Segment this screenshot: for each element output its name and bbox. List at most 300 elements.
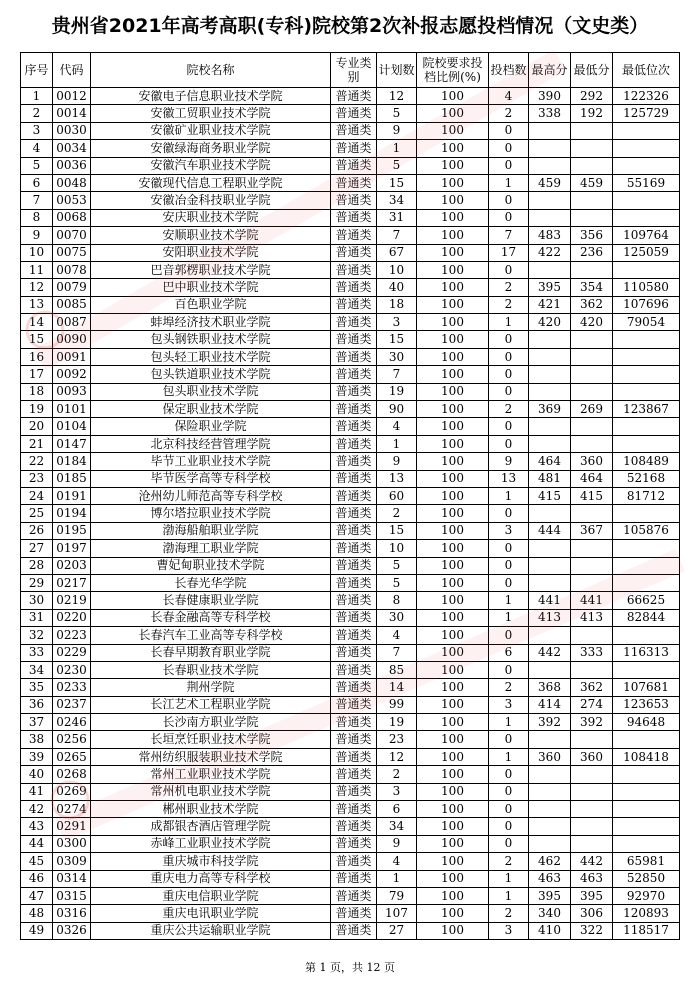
- row-code: 0036: [53, 157, 91, 174]
- row-index: 18: [21, 383, 53, 400]
- row-ratio: 100: [417, 192, 489, 209]
- row-plan: 15: [377, 174, 417, 191]
- row-min-score: 392: [571, 714, 613, 731]
- row-ratio: 100: [417, 887, 489, 904]
- row-school-name: 长春光华学院: [91, 574, 331, 591]
- table-row: [21, 174, 680, 191]
- row-admitted: 1: [489, 714, 529, 731]
- row-admitted: 0: [489, 435, 529, 452]
- row-code: 0092: [53, 366, 91, 383]
- row-min-rank: 116313: [613, 644, 680, 661]
- row-school-name: 安徽工贸职业技术学院: [91, 105, 331, 122]
- table-row: [21, 470, 680, 487]
- row-min-rank: 81712: [613, 487, 680, 504]
- row-ratio: 100: [417, 227, 489, 244]
- row-admitted: 6: [489, 644, 529, 661]
- row-min-score: 306: [571, 905, 613, 922]
- row-plan: 1: [377, 870, 417, 887]
- row-plan: 34: [377, 818, 417, 835]
- row-plan: 34: [377, 192, 417, 209]
- row-category: 普通类: [331, 140, 377, 157]
- row-admitted: 0: [489, 627, 529, 644]
- row-min-score: 360: [571, 453, 613, 470]
- page-title: 贵州省2021年高考高职(专科)院校第2次补报志愿投档情况（文史类）: [51, 15, 649, 37]
- row-min-rank: 123867: [613, 401, 680, 418]
- row-code: 0309: [53, 853, 91, 870]
- row-min-rank: 108418: [613, 748, 680, 765]
- table-row: [21, 887, 680, 904]
- row-index: 9: [21, 227, 53, 244]
- row-admitted: 1: [489, 609, 529, 626]
- row-school-name: 安阳职业技术学院: [91, 244, 331, 261]
- row-code: 0068: [53, 209, 91, 226]
- row-category: 普通类: [331, 696, 377, 713]
- table-row: [21, 679, 680, 696]
- table-row: [21, 244, 680, 261]
- row-min-rank: 66625: [613, 592, 680, 609]
- row-plan: 67: [377, 244, 417, 261]
- row-min-rank: [613, 435, 680, 452]
- row-admitted: 9: [489, 453, 529, 470]
- row-category: 普通类: [331, 296, 377, 313]
- row-category: 普通类: [331, 574, 377, 591]
- table-row: [21, 435, 680, 452]
- row-code: 0184: [53, 453, 91, 470]
- row-min-score: 413: [571, 609, 613, 626]
- row-plan: 31: [377, 209, 417, 226]
- row-index: 45: [21, 853, 53, 870]
- row-admitted: 0: [489, 731, 529, 748]
- row-plan: 13: [377, 470, 417, 487]
- row-plan: 79: [377, 887, 417, 904]
- row-category: 普通类: [331, 679, 377, 696]
- row-min-score: 362: [571, 679, 613, 696]
- row-code: 0230: [53, 661, 91, 678]
- row-ratio: 100: [417, 731, 489, 748]
- row-plan: 10: [377, 540, 417, 557]
- row-min-rank: 55169: [613, 174, 680, 191]
- row-max-score: 481: [529, 470, 571, 487]
- row-plan: 5: [377, 157, 417, 174]
- row-min-score: [571, 435, 613, 452]
- row-min-score: 274: [571, 696, 613, 713]
- row-admitted: 3: [489, 696, 529, 713]
- row-ratio: 100: [417, 401, 489, 418]
- row-plan: 12: [377, 88, 417, 105]
- row-index: 20: [21, 418, 53, 435]
- row-index: 13: [21, 296, 53, 313]
- row-code: 0195: [53, 522, 91, 539]
- row-min-score: [571, 783, 613, 800]
- row-code: 0191: [53, 487, 91, 504]
- row-ratio: 100: [417, 557, 489, 574]
- row-min-score: [571, 192, 613, 209]
- row-code: 0093: [53, 383, 91, 400]
- table-row: [21, 905, 680, 922]
- row-plan: 40: [377, 279, 417, 296]
- row-category: 普通类: [331, 783, 377, 800]
- row-max-score: [529, 348, 571, 365]
- row-ratio: 100: [417, 540, 489, 557]
- row-plan: 15: [377, 331, 417, 348]
- row-category: 普通类: [331, 88, 377, 105]
- row-index: 6: [21, 174, 53, 191]
- table-row: [21, 261, 680, 278]
- row-min-score: 236: [571, 244, 613, 261]
- row-min-rank: [613, 331, 680, 348]
- row-ratio: 100: [417, 609, 489, 626]
- row-school-name: 博尔塔拉职业技术学院: [91, 505, 331, 522]
- row-school-name: 重庆公共运输职业学院: [91, 922, 331, 939]
- row-ratio: 100: [417, 418, 489, 435]
- row-ratio: 100: [417, 88, 489, 105]
- row-code: 0219: [53, 592, 91, 609]
- row-school-name: 保定职业技术学院: [91, 401, 331, 418]
- row-code: 0034: [53, 140, 91, 157]
- col-header-category: 专业类别: [331, 53, 377, 88]
- row-index: 19: [21, 401, 53, 418]
- row-min-score: 420: [571, 314, 613, 331]
- row-school-name: 保险职业学院: [91, 418, 331, 435]
- row-admitted: 2: [489, 679, 529, 696]
- row-plan: 7: [377, 227, 417, 244]
- row-category: 普通类: [331, 314, 377, 331]
- table-row: [21, 835, 680, 852]
- row-school-name: 长春健康职业学院: [91, 592, 331, 609]
- row-min-score: [571, 140, 613, 157]
- table-row: [21, 88, 680, 105]
- table-row: [21, 818, 680, 835]
- row-school-name: 安徽电子信息职业技术学院: [91, 88, 331, 105]
- row-min-rank: 94648: [613, 714, 680, 731]
- table-row: [21, 696, 680, 713]
- row-plan: 8: [377, 592, 417, 609]
- row-max-score: 444: [529, 522, 571, 539]
- row-admitted: 0: [489, 157, 529, 174]
- row-school-name: 包头职业技术学院: [91, 383, 331, 400]
- row-min-score: [571, 122, 613, 139]
- row-max-score: 369: [529, 401, 571, 418]
- row-admitted: 0: [489, 122, 529, 139]
- row-school-name: 长春金融高等专科学校: [91, 609, 331, 626]
- row-admitted: 0: [489, 818, 529, 835]
- row-plan: 14: [377, 679, 417, 696]
- row-plan: 19: [377, 383, 417, 400]
- row-admitted: 0: [489, 505, 529, 522]
- row-index: 46: [21, 870, 53, 887]
- row-category: 普通类: [331, 122, 377, 139]
- row-category: 普通类: [331, 383, 377, 400]
- row-plan: 30: [377, 609, 417, 626]
- row-index: 49: [21, 922, 53, 939]
- row-category: 普通类: [331, 261, 377, 278]
- row-plan: 7: [377, 644, 417, 661]
- row-index: 25: [21, 505, 53, 522]
- row-max-score: 415: [529, 487, 571, 504]
- row-ratio: 100: [417, 140, 489, 157]
- table-row: [21, 522, 680, 539]
- row-code: 0101: [53, 401, 91, 418]
- table-row: [21, 418, 680, 435]
- table-row: [21, 540, 680, 557]
- row-category: 普通类: [331, 922, 377, 939]
- row-index: 29: [21, 574, 53, 591]
- row-code: 0075: [53, 244, 91, 261]
- row-min-score: [571, 818, 613, 835]
- row-school-name: 常州纺织服装职业技术学院: [91, 748, 331, 765]
- row-school-name: 渤海理工职业学院: [91, 540, 331, 557]
- row-admitted: 0: [489, 783, 529, 800]
- row-min-rank: 110580: [613, 279, 680, 296]
- row-admitted: 2: [489, 853, 529, 870]
- row-category: 普通类: [331, 174, 377, 191]
- table-row: [21, 192, 680, 209]
- table-row: [21, 801, 680, 818]
- row-index: 1: [21, 88, 53, 105]
- row-max-score: [529, 435, 571, 452]
- row-plan: 9: [377, 122, 417, 139]
- row-max-score: 413: [529, 609, 571, 626]
- row-admitted: 2: [489, 279, 529, 296]
- row-category: 普通类: [331, 714, 377, 731]
- row-category: 普通类: [331, 557, 377, 574]
- row-index: 38: [21, 731, 53, 748]
- row-admitted: 0: [489, 261, 529, 278]
- row-index: 39: [21, 748, 53, 765]
- row-ratio: 100: [417, 453, 489, 470]
- row-index: 34: [21, 661, 53, 678]
- row-index: 36: [21, 696, 53, 713]
- row-ratio: 100: [417, 783, 489, 800]
- row-min-score: [571, 157, 613, 174]
- row-max-score: [529, 557, 571, 574]
- col-header-min-rank: 最低位次: [613, 53, 680, 88]
- row-category: 普通类: [331, 401, 377, 418]
- row-school-name: 成都银杏酒店管理学院: [91, 818, 331, 835]
- row-max-score: 421: [529, 296, 571, 313]
- row-admitted: 1: [489, 887, 529, 904]
- row-code: 0326: [53, 922, 91, 939]
- row-max-score: 410: [529, 922, 571, 939]
- row-min-rank: 118517: [613, 922, 680, 939]
- row-max-score: 360: [529, 748, 571, 765]
- table-row: [21, 661, 680, 678]
- row-school-name: 沧州幼儿师范高等专科学校: [91, 487, 331, 504]
- row-plan: 6: [377, 801, 417, 818]
- row-max-score: 390: [529, 88, 571, 105]
- row-code: 0030: [53, 122, 91, 139]
- row-ratio: 100: [417, 522, 489, 539]
- row-ratio: 100: [417, 905, 489, 922]
- row-admitted: 0: [489, 766, 529, 783]
- row-admitted: 0: [489, 383, 529, 400]
- row-ratio: 100: [417, 835, 489, 852]
- row-school-name: 毕节工业职业技术学院: [91, 453, 331, 470]
- row-code: 0197: [53, 540, 91, 557]
- row-school-name: 包头轻工职业技术学院: [91, 348, 331, 365]
- row-school-name: 包头钢铁职业技术学院: [91, 331, 331, 348]
- row-max-score: 340: [529, 905, 571, 922]
- row-ratio: 100: [417, 818, 489, 835]
- row-ratio: 100: [417, 644, 489, 661]
- row-code: 0223: [53, 627, 91, 644]
- row-plan: 2: [377, 766, 417, 783]
- row-min-rank: [613, 801, 680, 818]
- row-min-rank: [613, 574, 680, 591]
- row-plan: 4: [377, 853, 417, 870]
- row-code: 0314: [53, 870, 91, 887]
- row-ratio: 100: [417, 696, 489, 713]
- row-ratio: 100: [417, 627, 489, 644]
- row-max-score: 392: [529, 714, 571, 731]
- row-ratio: 100: [417, 157, 489, 174]
- row-min-score: [571, 835, 613, 852]
- row-ratio: 100: [417, 331, 489, 348]
- row-max-score: 462: [529, 853, 571, 870]
- row-index: 43: [21, 818, 53, 835]
- row-min-rank: 109764: [613, 227, 680, 244]
- row-admitted: 17: [489, 244, 529, 261]
- row-max-score: [529, 818, 571, 835]
- row-category: 普通类: [331, 348, 377, 365]
- row-min-score: [571, 331, 613, 348]
- row-school-name: 常州机电职业技术学院: [91, 783, 331, 800]
- row-plan: 5: [377, 105, 417, 122]
- col-header-ratio: 院校要求投档比例(%): [417, 53, 489, 88]
- row-category: 普通类: [331, 853, 377, 870]
- row-min-rank: [613, 505, 680, 522]
- row-min-score: 292: [571, 88, 613, 105]
- table-row: [21, 731, 680, 748]
- table-row: [21, 122, 680, 139]
- row-max-score: [529, 209, 571, 226]
- row-code: 0079: [53, 279, 91, 296]
- row-code: 0300: [53, 835, 91, 852]
- row-code: 0274: [53, 801, 91, 818]
- row-max-score: [529, 366, 571, 383]
- row-code: 0048: [53, 174, 91, 191]
- table-row: [21, 157, 680, 174]
- row-index: 8: [21, 209, 53, 226]
- row-admitted: 0: [489, 331, 529, 348]
- row-plan: 3: [377, 314, 417, 331]
- row-category: 普通类: [331, 105, 377, 122]
- row-index: 31: [21, 609, 53, 626]
- row-code: 0220: [53, 609, 91, 626]
- row-min-score: [571, 505, 613, 522]
- row-category: 普通类: [331, 470, 377, 487]
- row-ratio: 100: [417, 574, 489, 591]
- row-category: 普通类: [331, 331, 377, 348]
- row-index: 42: [21, 801, 53, 818]
- row-plan: 15: [377, 522, 417, 539]
- row-school-name: 安徽汽车职业技术学院: [91, 157, 331, 174]
- table-row: [21, 609, 680, 626]
- row-admitted: 0: [489, 366, 529, 383]
- row-ratio: 100: [417, 279, 489, 296]
- row-ratio: 100: [417, 679, 489, 696]
- col-header-admitted: 投档数: [489, 53, 529, 88]
- row-admitted: 0: [489, 801, 529, 818]
- row-category: 普通类: [331, 644, 377, 661]
- row-code: 0091: [53, 348, 91, 365]
- row-max-score: 368: [529, 679, 571, 696]
- row-min-rank: [613, 140, 680, 157]
- row-max-score: 483: [529, 227, 571, 244]
- row-max-score: [529, 418, 571, 435]
- row-plan: 12: [377, 748, 417, 765]
- row-max-score: 442: [529, 644, 571, 661]
- row-admitted: 0: [489, 348, 529, 365]
- row-admitted: 1: [489, 487, 529, 504]
- row-school-name: 荆州学院: [91, 679, 331, 696]
- row-min-rank: 105876: [613, 522, 680, 539]
- col-header-plan: 计划数: [377, 53, 417, 88]
- row-admitted: 3: [489, 522, 529, 539]
- row-plan: 3: [377, 783, 417, 800]
- row-category: 普通类: [331, 157, 377, 174]
- row-ratio: 100: [417, 314, 489, 331]
- row-min-score: 441: [571, 592, 613, 609]
- table-row: [21, 453, 680, 470]
- row-school-name: 安顺职业技术学院: [91, 227, 331, 244]
- row-ratio: 100: [417, 261, 489, 278]
- col-header-index: 序号: [21, 53, 53, 88]
- row-min-score: 322: [571, 922, 613, 939]
- row-min-rank: [613, 261, 680, 278]
- row-ratio: 100: [417, 505, 489, 522]
- row-admitted: 0: [489, 557, 529, 574]
- row-index: 32: [21, 627, 53, 644]
- row-ratio: 100: [417, 870, 489, 887]
- row-index: 14: [21, 314, 53, 331]
- row-min-rank: 125729: [613, 105, 680, 122]
- row-max-score: [529, 383, 571, 400]
- row-code: 0087: [53, 314, 91, 331]
- row-ratio: 100: [417, 105, 489, 122]
- row-index: 11: [21, 261, 53, 278]
- row-code: 0316: [53, 905, 91, 922]
- row-admitted: 0: [489, 574, 529, 591]
- table-row: [21, 870, 680, 887]
- row-max-score: [529, 627, 571, 644]
- row-code: 0085: [53, 296, 91, 313]
- row-min-score: [571, 661, 613, 678]
- row-code: 0012: [53, 88, 91, 105]
- row-min-rank: 92970: [613, 887, 680, 904]
- row-index: 28: [21, 557, 53, 574]
- row-category: 普通类: [331, 905, 377, 922]
- row-category: 普通类: [331, 835, 377, 852]
- row-plan: 60: [377, 487, 417, 504]
- row-school-name: 安徽现代信息工程职业学院: [91, 174, 331, 191]
- row-admitted: 1: [489, 592, 529, 609]
- row-index: 5: [21, 157, 53, 174]
- row-admitted: 7: [489, 227, 529, 244]
- row-max-score: 395: [529, 279, 571, 296]
- row-min-rank: 52168: [613, 470, 680, 487]
- table-row: [21, 922, 680, 939]
- row-max-score: [529, 122, 571, 139]
- table-row: [21, 592, 680, 609]
- row-code: 0256: [53, 731, 91, 748]
- row-admitted: 1: [489, 174, 529, 191]
- row-min-score: [571, 731, 613, 748]
- row-school-name: 蚌埠经济技术职业学院: [91, 314, 331, 331]
- row-min-score: 360: [571, 748, 613, 765]
- row-code: 0291: [53, 818, 91, 835]
- row-min-rank: [613, 783, 680, 800]
